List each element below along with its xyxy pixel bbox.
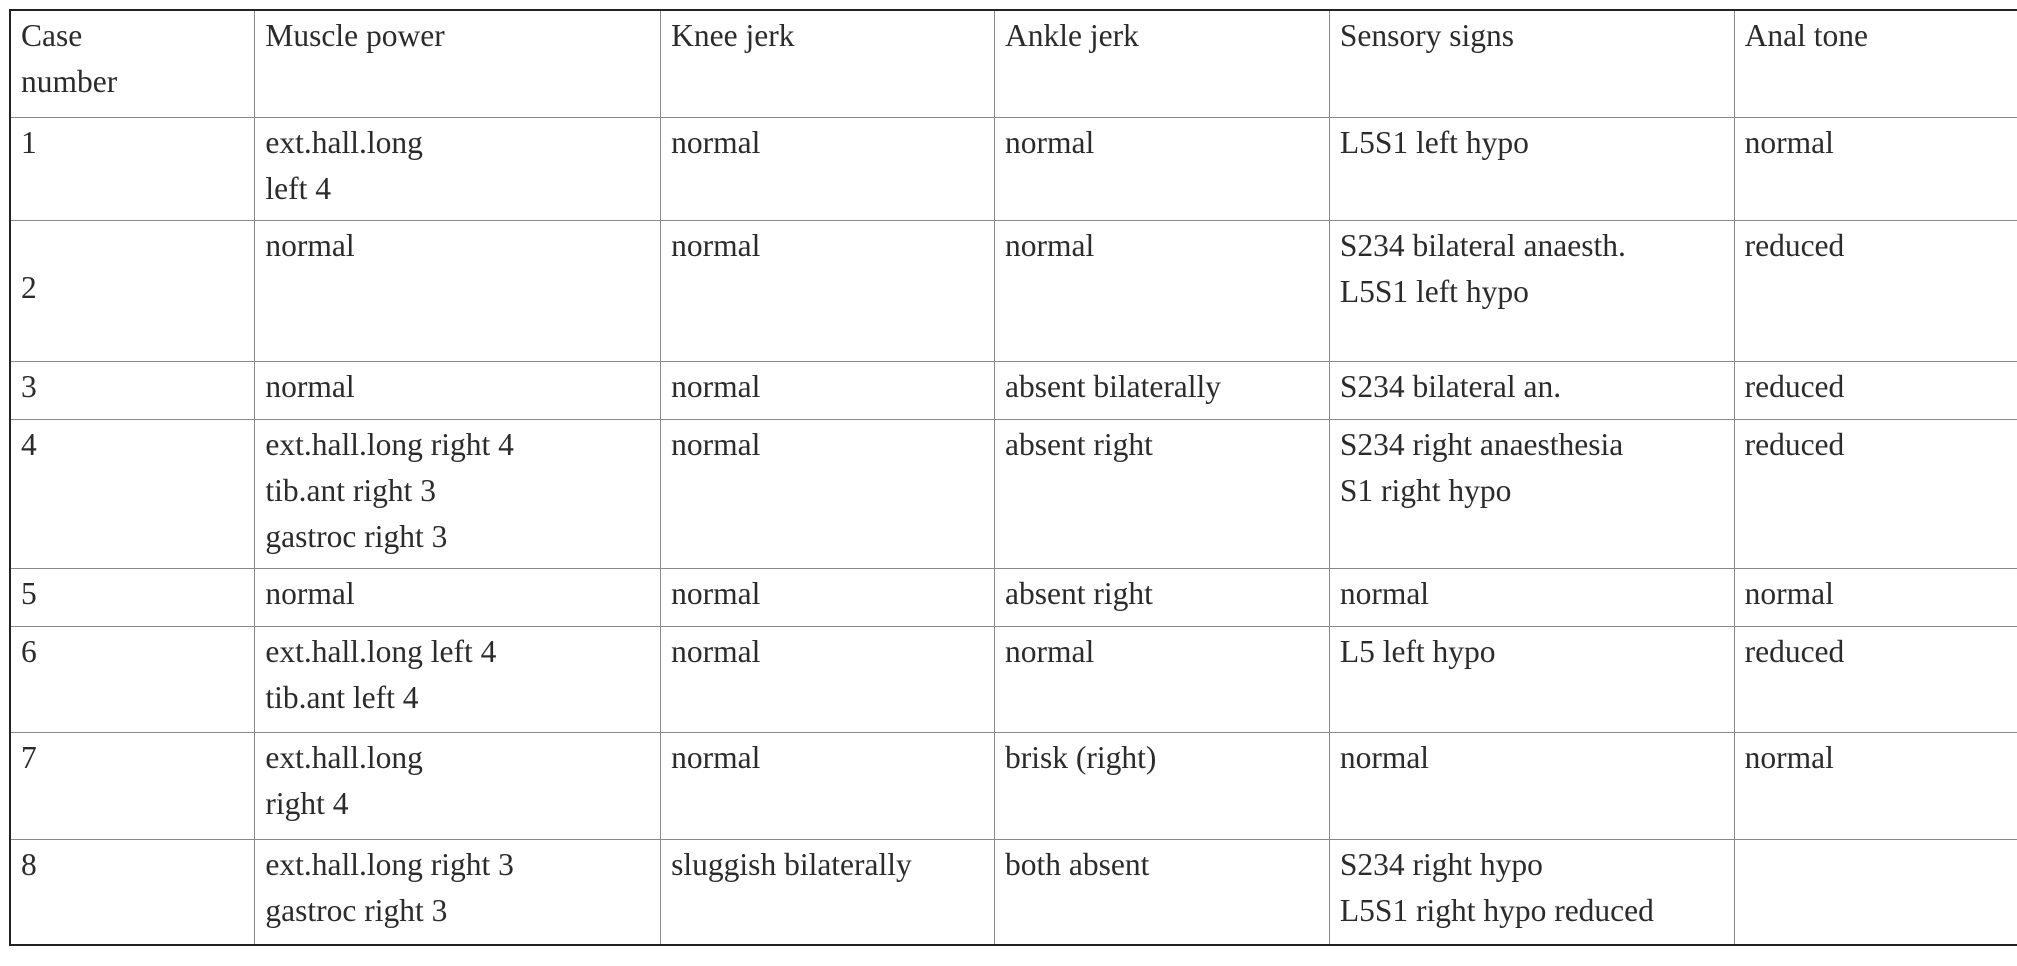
header-case-number: Case number <box>10 10 255 117</box>
cell-ankle-jerk: absent bilaterally <box>995 361 1330 419</box>
cell-sensory-signs: L5S1 left hypo <box>1329 117 1734 220</box>
cell-muscle-power: ext.hall.long right 4 <box>255 732 661 839</box>
cell-sensory-signs: normal <box>1329 568 1734 626</box>
cell-ankle-jerk: brisk (right) <box>995 732 1330 839</box>
cell-ankle-jerk: normal <box>995 117 1330 220</box>
cell-ankle-jerk: absent right <box>995 568 1330 626</box>
cell-anal-tone: normal <box>1734 732 2017 839</box>
table-row <box>10 732 2017 839</box>
table-row <box>10 220 2017 361</box>
cell-muscle-power: normal <box>255 568 661 626</box>
cell-case: 4 <box>10 419 255 568</box>
header-knee-jerk: Knee jerk <box>661 10 995 117</box>
cell-ankle-jerk: absent right <box>995 419 1330 568</box>
table-row <box>10 626 2017 732</box>
table-row <box>10 361 2017 419</box>
header-anal-tone: Anal tone <box>1734 10 2017 117</box>
table-row <box>10 839 2017 945</box>
cell-muscle-power: ext.hall.long left 4 <box>255 117 661 220</box>
cell-sensory-signs: S234 bilateral anaesth. L5S1 left hypo <box>1329 220 1734 361</box>
cell-anal-tone: reduced <box>1734 361 2017 419</box>
cell-knee-jerk: normal <box>661 220 995 361</box>
cell-anal-tone: reduced <box>1734 626 2017 732</box>
cell-case: 3 <box>10 361 255 419</box>
header-muscle-power: Muscle power <box>255 10 661 117</box>
cell-knee-jerk: normal <box>661 568 995 626</box>
cell-anal-tone <box>1734 839 2017 945</box>
cell-knee-jerk: normal <box>661 361 995 419</box>
cell-anal-tone: normal <box>1734 568 2017 626</box>
cell-case: 5 <box>10 568 255 626</box>
cell-muscle-power: ext.hall.long right 3 gastroc right 3 <box>255 839 661 945</box>
cell-muscle-power: ext.hall.long right 4 tib.ant right 3 gastroc right 3 <box>255 419 661 568</box>
table-row <box>10 568 2017 626</box>
cell-knee-jerk: normal <box>661 732 995 839</box>
cell-sensory-signs: normal <box>1329 732 1734 839</box>
cell-case: 2 <box>10 220 255 361</box>
cell-knee-jerk: normal <box>661 626 995 732</box>
cell-knee-jerk: sluggish bilaterally <box>661 839 995 945</box>
cell-knee-jerk: normal <box>661 419 995 568</box>
header-ankle-jerk: Ankle jerk <box>995 10 1330 117</box>
cell-case: 6 <box>10 626 255 732</box>
cell-anal-tone: reduced <box>1734 419 2017 568</box>
cell-knee-jerk: normal <box>661 117 995 220</box>
cell-case: 8 <box>10 839 255 945</box>
cell-ankle-jerk: normal <box>995 626 1330 732</box>
cell-muscle-power: normal <box>255 220 661 361</box>
cell-case: 1 <box>10 117 255 220</box>
table-row <box>10 419 2017 568</box>
cell-sensory-signs: S234 right hypo L5S1 right hypo reduced <box>1329 839 1734 945</box>
cell-case: 7 <box>10 732 255 839</box>
header-sensory-signs: Sensory signs <box>1329 10 1734 117</box>
cell-sensory-signs: S234 bilateral an. <box>1329 361 1734 419</box>
cell-muscle-power: ext.hall.long left 4 tib.ant left 4 <box>255 626 661 732</box>
table-row <box>10 117 2017 220</box>
cell-ankle-jerk: normal <box>995 220 1330 361</box>
cell-sensory-signs: S234 right anaesthesia S1 right hypo <box>1329 419 1734 568</box>
cell-muscle-power: normal <box>255 361 661 419</box>
cell-anal-tone: normal <box>1734 117 2017 220</box>
cell-anal-tone: reduced <box>1734 220 2017 361</box>
cell-sensory-signs: L5 left hypo <box>1329 626 1734 732</box>
clinical-findings-table <box>9 9 2017 946</box>
cell-ankle-jerk: both absent <box>995 839 1330 945</box>
table-header-row <box>10 10 2017 117</box>
